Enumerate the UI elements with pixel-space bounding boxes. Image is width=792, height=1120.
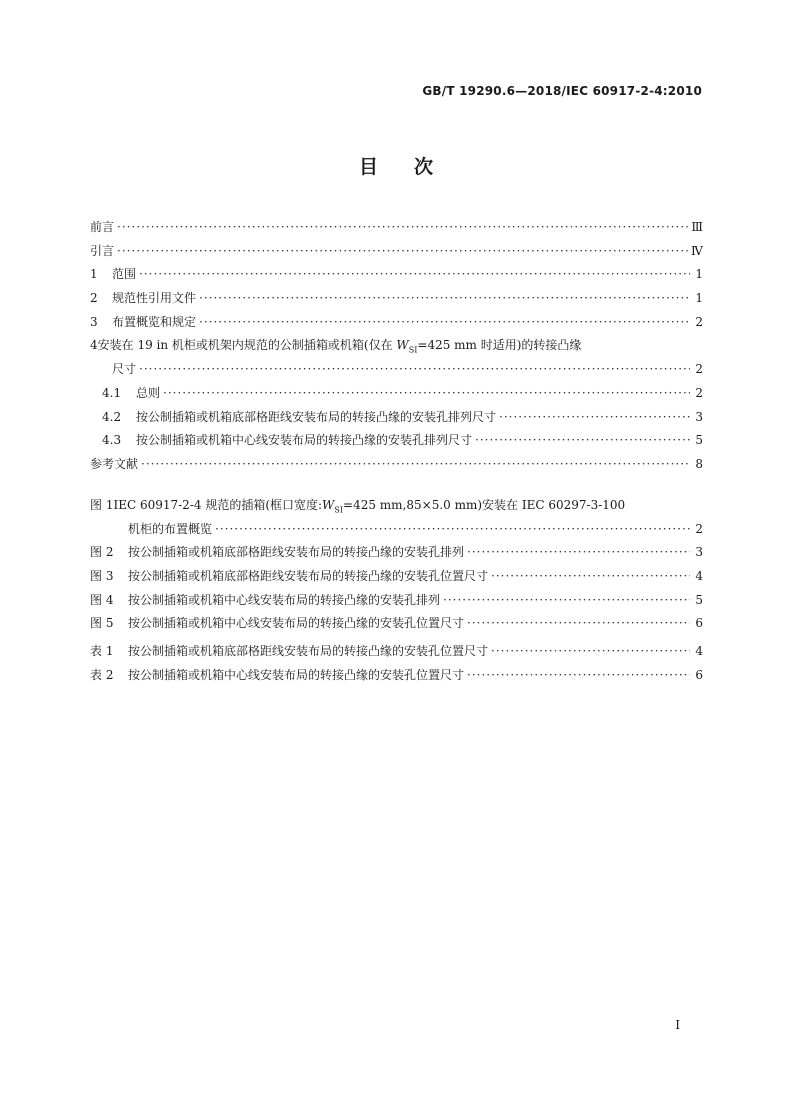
figure-entry-3[interactable] [90,565,703,589]
toc-entry-label: 规范性引用文件 [112,291,197,306]
page-number: I [675,1018,680,1032]
toc-entry-page: Ⅳ [691,243,703,258]
figure-entry-page: 5 [695,592,703,607]
toc-list [90,216,703,477]
toc-entry-number: 4 [90,338,98,353]
leader-dots [467,612,690,636]
toc-entry-normative-references[interactable] [90,287,703,311]
figure-entry-label: 按公制插箱或机箱中心线安装布局的转接凸缘的安装孔位置尺寸 [128,616,465,631]
table-list [90,640,703,687]
figure-entry-page: 6 [695,616,703,631]
toc-entry-number: 4.1 [102,385,122,400]
leader-dots [467,541,690,565]
toc-entry-page: 2 [695,385,703,400]
table-entry-page: 4 [695,644,703,658]
toc-entry-label: 范围 [112,267,137,282]
figure-entry-2[interactable] [90,541,703,565]
figure-entry-4[interactable] [90,589,703,613]
table-entry-label: 按公制插箱或机箱中心线安装布局的转接凸缘的安装孔位置尺寸 [128,667,465,682]
figure-entry-label: 按公制插箱或机箱中心线安装布局的转接凸缘的安装孔排列 [128,592,441,607]
figure-entry-page: 3 [695,545,703,560]
leader-dots [443,589,690,613]
toc-entry-label: 前言 [90,220,115,234]
leader-dots [491,640,690,664]
toc-entry-adapter-flange[interactable] [90,334,703,381]
toc-entry-number: 4.2 [102,409,122,424]
leader-dots [139,263,690,287]
leader-dots [491,565,690,589]
toc-entry-page: 1 [695,267,703,282]
figure-entry-page: 2 [695,521,703,536]
toc-entry-scope[interactable] [90,263,703,287]
leader-dots [117,216,688,240]
toc-entry-page: 5 [695,433,703,448]
toc-entry-bottom-grid-layout[interactable] [90,406,703,430]
figure-entry-1[interactable] [90,494,703,541]
toc-entry-page: Ⅲ [691,220,703,234]
toc-entry-label: 安装在 19 in 机柜或机架内规范的公制插箱或机箱(仅在 $W_{SI}=425$ mm 时适用)的转接凸缘 [97,338,582,355]
leader-dots [475,429,690,453]
toc-entry-label: 引言 [90,243,115,258]
figure-entry-number: 图 2 [90,545,114,560]
table-entry-number: 表 2 [90,667,114,682]
leader-dots [499,406,690,430]
toc-entry-number: 4.3 [102,433,122,448]
figure-entry-number: 图 3 [90,569,114,584]
leader-dots [117,240,688,264]
toc-entry-bibliography[interactable] [90,453,703,477]
table-entry-1[interactable] [90,640,703,664]
toc-entry-number: 1 [90,267,98,282]
leader-dots [139,358,690,382]
figure-entry-label-continued: 机柜的布置概览 [128,521,213,536]
leader-dots [141,453,690,477]
toc-entry-label: 布置概览和规定 [112,314,197,329]
toc-entry-introduction[interactable] [90,240,703,264]
table-entry-2[interactable] [90,664,703,688]
page-title: 目次 [358,156,469,178]
toc-entry-label: 按公制插箱或机箱底部格距线安装布局的转接凸缘的安装孔排列尺寸 [136,409,497,424]
leader-dots [215,518,690,542]
toc-entry-label: 参考文献 [90,456,139,471]
toc-entry-foreword[interactable] [90,216,703,240]
table-entry-number: 表 1 [90,644,114,658]
toc-entry-centerline-layout[interactable] [90,429,703,453]
figure-entry-label: 按公制插箱或机箱底部格距线安装布局的转接凸缘的安装孔排列 [128,545,465,560]
toc-entry-page: 2 [695,362,703,377]
figure-entry-number: 图 5 [90,616,114,631]
leader-dots [467,664,690,688]
leader-dots [199,287,690,311]
toc-entry-page: 8 [695,456,703,471]
toc-entry-page: 3 [695,409,703,424]
figure-entry-number: 图 1 [90,498,114,512]
toc-entry-layout-overview[interactable] [90,311,703,335]
toc-entry-number: 3 [90,314,98,329]
leader-dots [199,311,690,335]
toc-entry-label: 按公制插箱或机箱中心线安装布局的转接凸缘的安装孔排列尺寸 [136,433,473,448]
figure-entry-label: IEC 60917-2-4 规范的插箱(框口宽度$:W_{SI}=425$ mm,85×5.0 mm)安装在 IEC 60297-3-100 [113,498,626,515]
figure-entry-number: 图 4 [90,592,114,607]
table-entry-page: 6 [695,667,703,682]
figure-entry-5[interactable] [90,612,703,636]
toc-entry-number: 2 [90,291,98,306]
leader-dots [163,382,690,406]
toc-entry-page: 2 [695,314,703,329]
toc-entry-label-continued: 尺寸 [112,362,137,377]
toc-entry-general[interactable] [90,382,703,406]
figure-list [90,494,703,636]
figure-entry-page: 4 [695,569,703,584]
toc-entry-label: 总则 [136,385,161,400]
toc-entry-page: 1 [695,291,703,306]
figure-entry-label: 按公制插箱或机箱底部格距线安装布局的转接凸缘的安装孔位置尺寸 [128,569,489,584]
table-entry-label: 按公制插箱或机箱底部格距线安装布局的转接凸缘的安装孔位置尺寸 [128,644,489,658]
standard-number: GB/T 19290.6—2018/IEC 60917-2-4:2010 [422,84,702,98]
